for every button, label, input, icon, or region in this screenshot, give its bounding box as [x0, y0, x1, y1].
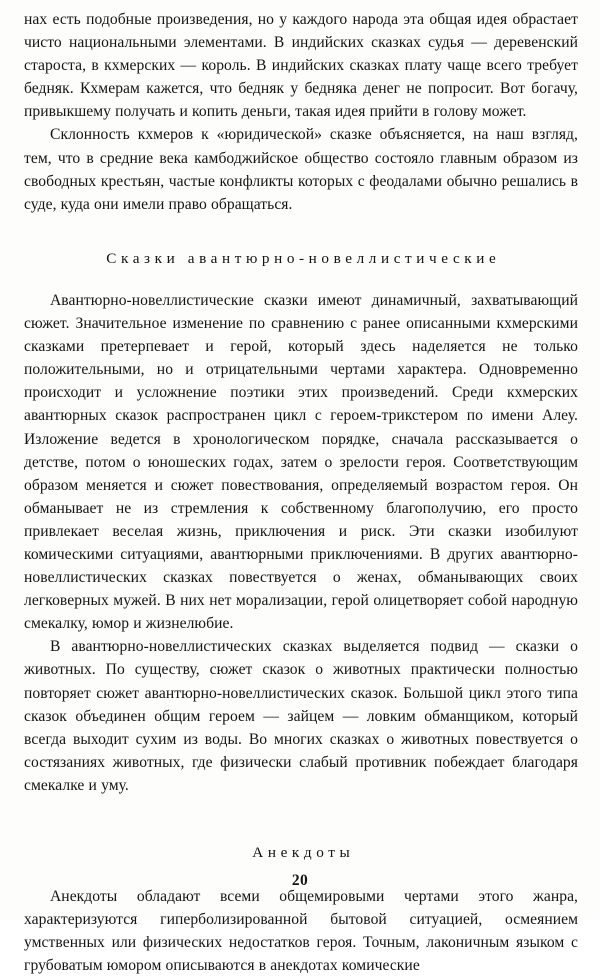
paragraph: В авантюрно-новеллистических сказках выделяется подвид — сказки о животных. По существу, сюжет сказок о животных практически полностью повторяет сюжет авантюрно-новеллистических сказок. Большой цикл этого типа сказок объединен общим героем — зайцем — ловким обманщиком, который всегда выходит сухим из воды. Во многих сказках о животных повествуется о состязаниях животных, где физически слабый противник побеждает благодаря смекалке и уму. [24, 638, 578, 794]
paragraph: Авантюрно-новеллистические сказки имеют динамичный, захватывающий сюжет. Значительное изменение по сравнению с ранее описанными кхмерскими сказками претерпевает и герой, который здесь наделяется не только положительными, но и отрицательными чертами характера. Одновременно происходит и усложнение поэтики этих произведений. Среди кхмерских авантюрных сказок распространен цикл с героем-трикстером по имени Алеу. Изложение ведется в хронологическом порядке, сначала рассказывается о детстве, потом о юношеских годах, затем о зрелости героя. Соответствующим образом меняется и сюжет повествования, определяемый возрастом героя. Он обманывает не из стремления к собственному благополучию, его просто привлекает веселая жизнь, приключения и риск. Эти сказки изобилуют комическими ситуациями, авантюрными приключениями. В других авантюрно-новеллистических сказках повествуется о женах, обманывающих своих легковерных мужей. В них нет морализации, герой олицетворяет собой народную смекалку, юмор и жизнелюбие. [24, 291, 578, 633]
page-number: 20 [291, 872, 309, 889]
section-heading-anecdotes: Анекдоты [252, 844, 355, 861]
paragraph-continuation: нах есть подобные произведения, но у каждого народа эта общая идея обрастает чисто национальными элементами. В индийских сказках судья — деревенский староста, в кхмерских — король. В индийских сказках плату чаще всего требует бедняк. Кхмерам кажется, что бедняк у бедняка денег не попросит. Вот богачу, привыкшему получать и копить деньги, такая идея прийти в голову может. [24, 11, 578, 121]
heading-spacer-above [24, 216, 578, 247]
section-heading-adventure-novelistic-tales: Сказки авантюрно-новеллистические [106, 249, 501, 267]
heading-spacer-above [24, 797, 578, 841]
paragraph: Склонность кхмеров к «юридической» сказке объясняется, на наш взгляд, тем, что в средние века камбоджийское общество состояло главным образом из свободных крестьян, частые конфликты которых с феодалами обычно решались в суде, куда они имели право обращаться. [24, 126, 578, 213]
text-column [24, 8, 578, 977]
heading-spacer-below [24, 270, 578, 289]
paragraph: Анекдоты обладают всеми общемировыми чертами этого жанра, характеризуются гиперболизированной бытовой ситуацией, осмеянием умственных или физических недостатков героя. Точным, лаконичным языком с грубоватым юмором описываются в анекдотах комические [24, 888, 578, 975]
